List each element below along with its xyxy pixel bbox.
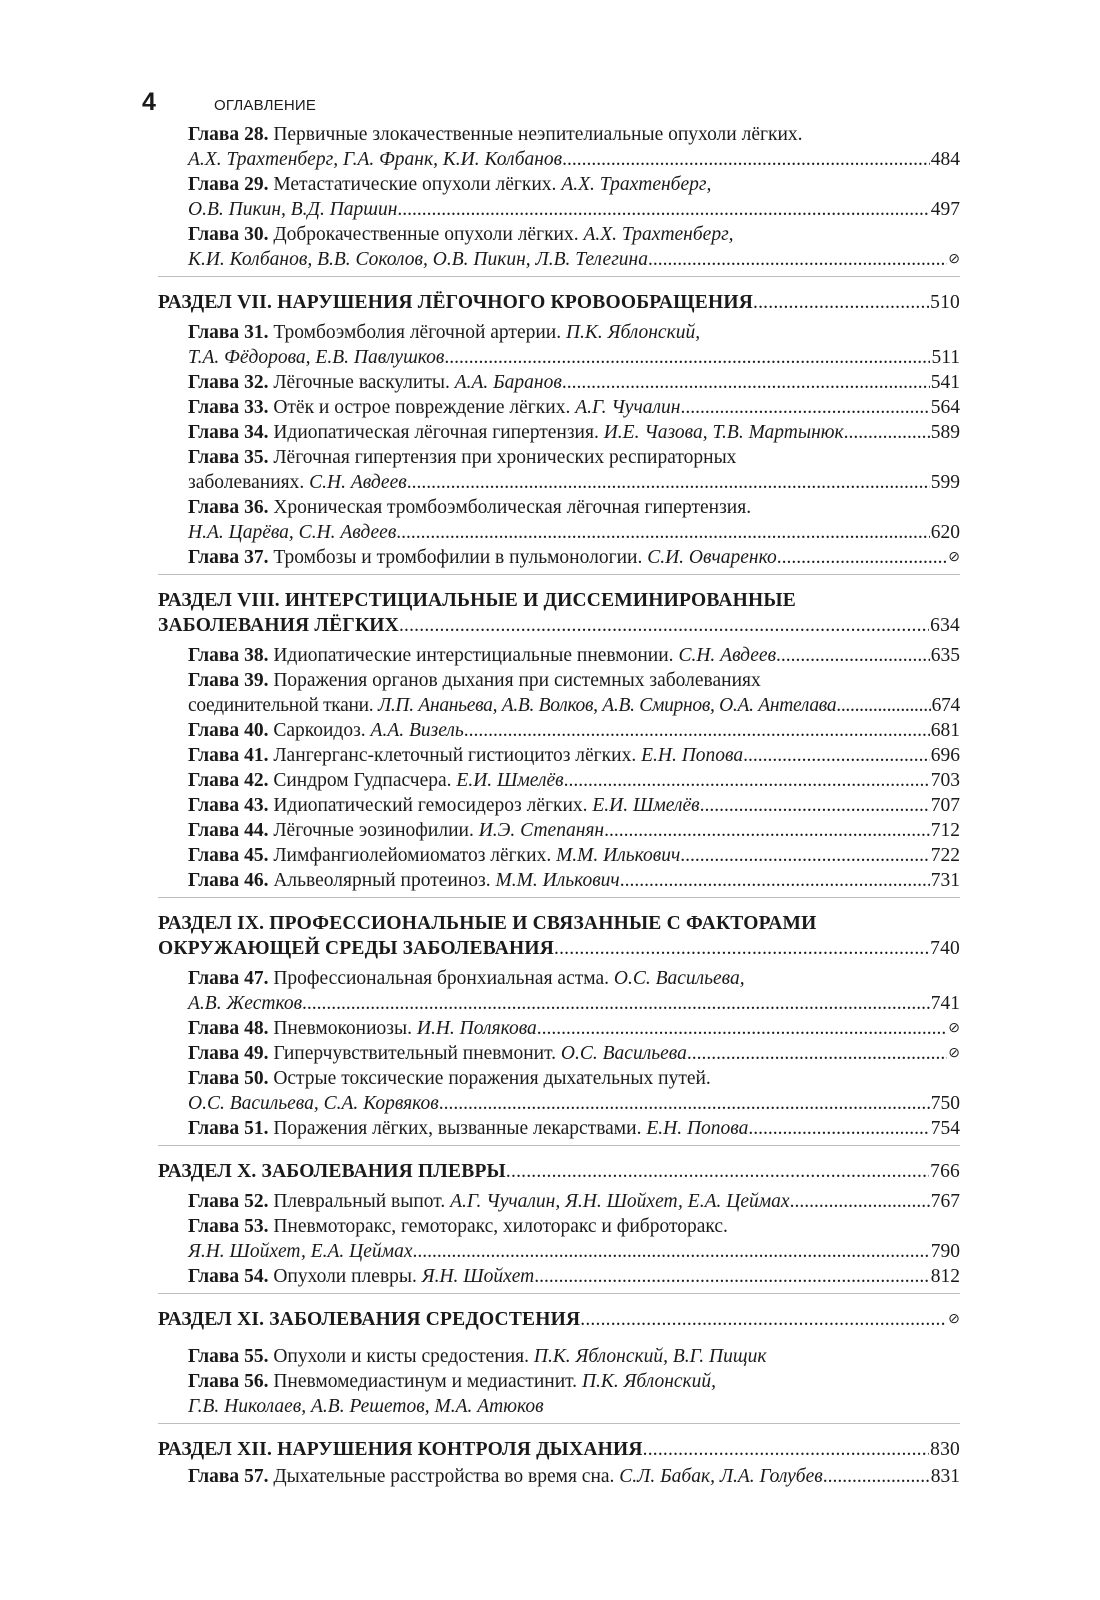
dot-leader [439,1091,930,1116]
toc-entry[interactable] [158,1041,960,1066]
dot-leader [743,743,930,768]
toc-entry[interactable] [158,1016,960,1041]
toc-entry[interactable] [158,495,960,520]
page-ref: 696 [930,745,960,766]
chapter-authors: А.В. Жестков [188,993,303,1014]
toc-entry-cont[interactable] [158,247,960,272]
chapter-title: Острые токсические поражения дыхательных путей. [273,1068,711,1089]
chapter-label: Глава [188,870,240,891]
section-divider [158,276,960,290]
chapter-label: Глава [188,1191,240,1212]
chapter-authors: П.К. Яблонский, [581,1371,717,1392]
section-title: РАЗДЕЛ XI. ЗАБОЛЕВАНИЯ СРЕДОСТЕНИЯ [158,1309,581,1330]
page-ref: 620 [930,522,960,543]
dot-leader [643,1437,930,1462]
chapter-authors: А.Г. Чучалин [575,397,681,418]
dot-leader [562,370,930,395]
dot-leader [790,1189,930,1214]
chapter-authors: А.Г. Чучалин, Я.Н. Шойхет, Е.А. Цеймах [450,1191,790,1212]
page-ref: 767 [930,1191,960,1212]
toc-entry[interactable] [158,1369,960,1394]
chapter-label: Глава [188,1371,240,1392]
chapter-number: 51. [244,1118,269,1139]
chapter-title: Лёгочные васкулиты. [273,372,450,393]
chapter-number: 35. [244,447,269,468]
toc-entry[interactable] [158,668,960,693]
chapter-title: Хроническая тромбоэмболическая лёгочная гипертензия. [273,497,752,518]
page-ref: 741 [930,993,960,1014]
chapter-authors: А.А. Баранов [454,372,562,393]
page-ref: 635 [930,645,960,666]
chapter-label: Глава [188,820,240,841]
chapter-label: Глава [188,1346,240,1367]
toc-entry[interactable] [158,843,960,868]
chapter-authors: Г.В. Николаев, А.В. Решетов, М.А. Атюков [188,1396,544,1417]
dot-leader [407,470,930,495]
chapter-authors: И.Н. Полякова [416,1018,537,1039]
dot-leader [680,395,929,420]
chapter-label: Глава [188,1118,240,1139]
toc-entry[interactable] [158,718,960,743]
chapter-title: Лимфангиолейомиоматоз лёгких. [273,845,552,866]
chapter-title: Профессиональная бронхиальная астма. [273,968,609,989]
section-divider [158,574,960,588]
chapter-authors: П.К. Яблонский, В.Г. Пищик [533,1346,767,1367]
page-ref: 497 [930,199,960,220]
toc-entry-cont[interactable] [158,345,960,370]
toc-entry[interactable] [158,643,960,668]
dot-leader [413,1239,930,1264]
page-ref: 634 [930,615,960,636]
chapter-label: Глава [188,845,240,866]
toc-entry-cont[interactable] [158,1394,960,1419]
chapter-title: Первичные злокачественные неэпителиальные опухоли лёгких. [273,124,803,145]
toc-entry[interactable] [158,1344,960,1369]
chapter-number: 37. [244,547,269,568]
chapter-label: Глава [188,720,240,741]
dot-leader [620,868,930,893]
page-ref: 740 [930,938,960,959]
chapter-number: 49. [244,1043,269,1064]
chapter-authors: С.Н. Авдеев [678,645,777,666]
chapter-title: Тромбозы и тромбофилии в пульмонологии. [273,547,643,568]
chapter-authors: С.Л. Бабак, Л.А. Голубев [619,1466,823,1487]
chapter-number: 57. [244,1466,269,1487]
chapter-authors: Я.Н. Шойхет, Е.А. Цеймах [188,1241,413,1262]
chapter-authors: М.М. Илькович [495,870,620,891]
chapter-label: Глава [188,745,240,766]
dot-leader [700,793,930,818]
chapter-authors: М.М. Илькович [556,845,681,866]
page-ref: 766 [930,1161,960,1182]
chapter-title: Пневмоторакс, гемоторакс, хилоторакс и фиброторакс. [273,1216,728,1237]
toc-entry[interactable] [158,1189,960,1214]
chapter-label: Глава [188,422,240,443]
toc-entry-cont[interactable] [158,1239,960,1264]
chapter-title: Дыхательные расстройства во время сна. [273,1466,615,1487]
page-ref: 830 [930,1439,960,1460]
page-ref: 674 [931,695,960,716]
toc-entry-cont[interactable] [158,693,960,718]
page-ref: 681 [930,720,960,741]
chapter-label: Глава [188,224,240,245]
dot-leader [554,936,929,961]
section-title: РАЗДЕЛ XII. НАРУШЕНИЯ КОНТРОЛЯ ДЫХАНИЯ [158,1439,643,1460]
chapter-label: Глава [188,645,240,666]
chapter-authors: О.С. Васильева [560,1043,687,1064]
chapter-title: Метастатические опухоли лёгких. [273,174,557,195]
dot-leader [836,693,930,718]
chapter-authors: О.С. Васильева, С.А. Корвяков [188,1093,439,1114]
chapter-title: Саркоидоз. [273,720,366,741]
section-heading[interactable] [158,1437,960,1462]
chapter-number: 34. [244,422,269,443]
page-ref: 790 [930,1241,960,1262]
chapter-authors: К.И. Колбанов, В.В. Соколов, О.В. Пикин, Л.В. Телегина [188,249,648,270]
chapter-number: 53. [244,1216,269,1237]
chapter-authors: Е.Н. Попова [646,1118,749,1139]
chapter-title: Идиопатические интерстициальные пневмонии. [273,645,674,666]
chapter-title: Синдром Гудпасчера. [273,770,452,791]
dot-leader [823,1464,930,1489]
toc-entry-cont[interactable] [158,1091,960,1116]
section-divider [158,897,960,911]
page-ref: 703 [930,770,960,791]
chapter-label: Глава [188,968,240,989]
chapter-number: 28. [244,124,269,145]
page-ref: 754 [930,1118,960,1139]
chapter-title: соединительной ткани. [188,695,374,716]
section-heading[interactable] [158,1159,960,1184]
dot-leader [562,147,930,172]
page-number: 4 [142,88,156,116]
toc-entry[interactable] [158,395,960,420]
chapter-number: 39. [244,670,269,691]
toc-entry[interactable] [158,818,960,843]
chapter-authors: А.Х. Трахтенберг, [583,224,734,245]
dot-leader [534,1264,929,1289]
chapter-number: 42. [244,770,269,791]
toc-entry[interactable] [158,122,960,147]
chapter-title: Идиопатическая лёгочная гипертензия. [273,422,599,443]
dot-leader [302,991,930,1016]
chapter-title: Пневмомедиастинум и медиастинит. [273,1371,578,1392]
toc-entry-cont[interactable] [158,197,960,222]
page-ref: 484 [930,149,960,170]
toc-entry[interactable] [158,320,960,345]
section-heading-cont[interactable] [158,936,960,961]
chapter-number: 56. [244,1371,269,1392]
dot-leader [748,1116,929,1141]
chapter-number: 47. [244,968,269,989]
chapter-authors: Л.П. Ананьева, А.В. Волков, А.В. Смирнов, О.А. Антелава [377,695,837,716]
chapter-number: 36. [244,497,269,518]
toc-entry[interactable] [158,743,960,768]
chapter-label: Глава [188,1216,240,1237]
dot-leader [844,420,930,445]
chapter-authors: Я.Н. Шойхет [421,1266,535,1287]
chapter-title: Гиперчувствительный пневмонит. [273,1043,557,1064]
page-ref: 812 [930,1266,960,1287]
toc-entry[interactable] [158,1066,960,1091]
chapter-authors: С.Н. Авдеев [309,472,407,493]
chapter-number: 29. [244,174,269,195]
page-ref: 712 [930,820,960,841]
toc-entry[interactable] [158,370,960,395]
chapter-authors: Т.А. Фёдорова, Е.В. Павлушков [188,347,445,368]
chapter-title: Альвеолярный протеиноз. [273,870,491,891]
section-heading-cont[interactable] [158,613,960,638]
dot-leader [396,520,929,545]
toc-entry[interactable] [158,966,960,991]
page-ref: 564 [930,397,960,418]
chapter-title: Поражения лёгких, вызванные лекарствами. [273,1118,642,1139]
dot-leader [580,1307,947,1332]
toc-entry-cont[interactable] [158,147,960,172]
chapter-number: 55. [244,1346,269,1367]
section-title: РАЗДЕЛ X. ЗАБОЛЕВАНИЯ ПЛЕВРЫ [158,1161,506,1182]
toc-entry[interactable] [158,545,960,570]
chapter-authors: Е.И. Шмелёв [456,770,564,791]
chapter-title: Идиопатический гемосидероз лёгких. [273,795,588,816]
chapter-label: Глава [188,447,240,468]
download-icon[interactable]: ⊘ [948,550,960,565]
page-ref: 599 [930,472,960,493]
toc-entry-cont[interactable] [158,470,960,495]
chapter-authors: О.В. Пикин, В.Д. Паршин [188,199,398,220]
section-divider [158,1293,960,1307]
section-heading[interactable] [158,290,960,315]
chapter-number: 40. [244,720,269,741]
chapter-label: Глава [188,372,240,393]
toc-entry[interactable] [158,1264,960,1289]
chapter-authors: Е.Н. Попова [641,745,744,766]
chapter-title: Доброкачественные опухоли лёгких. [273,224,579,245]
chapter-number: 43. [244,795,269,816]
dot-leader [753,290,929,315]
section-title: РАЗДЕЛ IX. ПРОФЕССИОНАЛЬНЫЕ И СВЯЗАННЫЕ С ФАКТОРАМИ [158,913,817,934]
chapter-title: Лёгочные эозинофилии. [273,820,474,841]
toc-entry[interactable] [158,1214,960,1239]
toc-entry[interactable] [158,1116,960,1141]
chapter-label: Глава [188,1043,240,1064]
chapter-number: 31. [244,322,269,343]
toc-entry[interactable] [158,793,960,818]
chapter-label: Глава [188,322,240,343]
section-title: РАЗДЕЛ VIII. ИНТЕРСТИЦИАЛЬНЫЕ И ДИССЕМИНИРОВАННЫЕ [158,590,796,611]
chapter-number: 45. [244,845,269,866]
download-icon[interactable]: ⊘ [948,1021,960,1036]
chapter-number: 33. [244,397,269,418]
page-ref: 511 [931,347,960,368]
chapter-authors: А.Х. Трахтенберг, Г.А. Франк, К.И. Колбанов [188,149,563,170]
page-ref: 589 [930,422,960,443]
dot-leader [564,768,930,793]
toc-entry[interactable] [158,420,960,445]
toc-entry-cont[interactable] [158,991,960,1016]
chapter-label: Глава [188,1068,240,1089]
dot-leader [687,1041,947,1066]
page-header [142,88,316,118]
chapter-authors: И.Э. Степанян [478,820,605,841]
chapter-authors: Н.А. Царёва, С.Н. Авдеев [188,522,397,543]
chapter-number: 38. [244,645,269,666]
chapter-authors: О.С. Васильева, [613,968,745,989]
chapter-title: Отёк и острое повреждение лёгких. [273,397,571,418]
chapter-number: 41. [244,745,269,766]
page-ref: 707 [930,795,960,816]
chapter-label: Глава [188,397,240,418]
section-heading[interactable] [158,1307,960,1332]
section-divider [158,1423,960,1437]
chapter-label: Глава [188,547,240,568]
dot-leader [506,1159,929,1184]
chapter-number: 54. [244,1266,269,1287]
dot-leader [777,545,948,570]
dot-leader [397,197,929,222]
dot-leader [680,843,929,868]
toc-entry[interactable] [158,1464,960,1489]
section-heading[interactable] [158,588,960,613]
chapter-title: Лёгочная гипертензия при хронических респираторных [273,447,737,468]
section-divider [158,1145,960,1159]
chapter-label: Глава [188,670,240,691]
chapter-title: Опухоли плевры. [273,1266,417,1287]
chapter-title: Опухоли и кисты средостения. [273,1346,530,1367]
dot-leader [399,613,929,638]
page-ref: 541 [930,372,960,393]
chapter-number: 30. [244,224,269,245]
page-ref: 831 [930,1466,960,1487]
chapter-label: Глава [188,497,240,518]
chapter-authors: С.И. Овчаренко [647,547,777,568]
chapter-label: Глава [188,1466,240,1487]
download-icon[interactable]: ⊘ [948,1046,960,1061]
chapter-label: Глава [188,770,240,791]
toc-entry[interactable] [158,445,960,470]
section-title: РАЗДЕЛ VII. НАРУШЕНИЯ ЛЁГОЧНОГО КРОВООБРАЩЕНИЯ [158,292,754,313]
dot-leader [464,718,930,743]
chapter-title: Лангерганс-клеточный гистиоцитоз лёгких. [273,745,637,766]
chapter-title: Поражения органов дыхания при системных заболеваниях [273,670,761,691]
page-ref: 750 [930,1093,960,1114]
chapter-label: Глава [188,1018,240,1039]
chapter-label: Глава [188,124,240,145]
chapter-label: Глава [188,174,240,195]
page-ref: 722 [930,845,960,866]
page-ref: 510 [930,292,960,313]
download-icon[interactable]: ⊘ [948,252,960,267]
table-of-contents [158,122,960,1489]
chapter-title: заболеваниях. [188,472,305,493]
chapter-title: Пневмокониозы. [273,1018,412,1039]
chapter-number: 44. [244,820,269,841]
chapter-number: 50. [244,1068,269,1089]
toc-entry[interactable] [158,768,960,793]
toc-entry[interactable] [158,172,960,197]
chapter-authors: А.Х. Трахтенберг, [561,174,712,195]
toc-entry-cont[interactable] [158,520,960,545]
section-title: ЗАБОЛЕВАНИЯ ЛЁГКИХ [158,615,399,636]
chapter-title: Тромбоэмболия лёгочной артерии. [273,322,562,343]
chapter-title: Плевральный выпот. [273,1191,446,1212]
chapter-number: 46. [244,870,269,891]
download-icon[interactable]: ⊘ [948,1312,960,1327]
chapter-number: 48. [244,1018,269,1039]
dot-leader [537,1016,947,1041]
chapter-number: 52. [244,1191,269,1212]
toc-entry[interactable] [158,868,960,893]
dot-leader [444,345,930,370]
chapter-authors: И.Е. Чазова, Т.В. Мартынюк [603,422,844,443]
chapter-authors: П.К. Яблонский, [565,322,701,343]
chapter-label: Глава [188,1266,240,1287]
chapter-label: Глава [188,795,240,816]
page-ref: 731 [930,870,960,891]
section-title: ОКРУЖАЮЩЕЙ СРЕДЫ ЗАБОЛЕВАНИЯ [158,938,555,959]
toc-entry[interactable] [158,222,960,247]
dot-leader [604,818,930,843]
chapter-authors: А.А. Визель [370,720,464,741]
chapter-authors: Е.И. Шмелёв [592,795,700,816]
section-heading[interactable] [158,911,960,936]
chapter-number: 32. [244,372,269,393]
dot-leader [648,247,947,272]
dot-leader [776,643,930,668]
running-head: ОГЛАВЛЕНИЕ [214,97,317,114]
